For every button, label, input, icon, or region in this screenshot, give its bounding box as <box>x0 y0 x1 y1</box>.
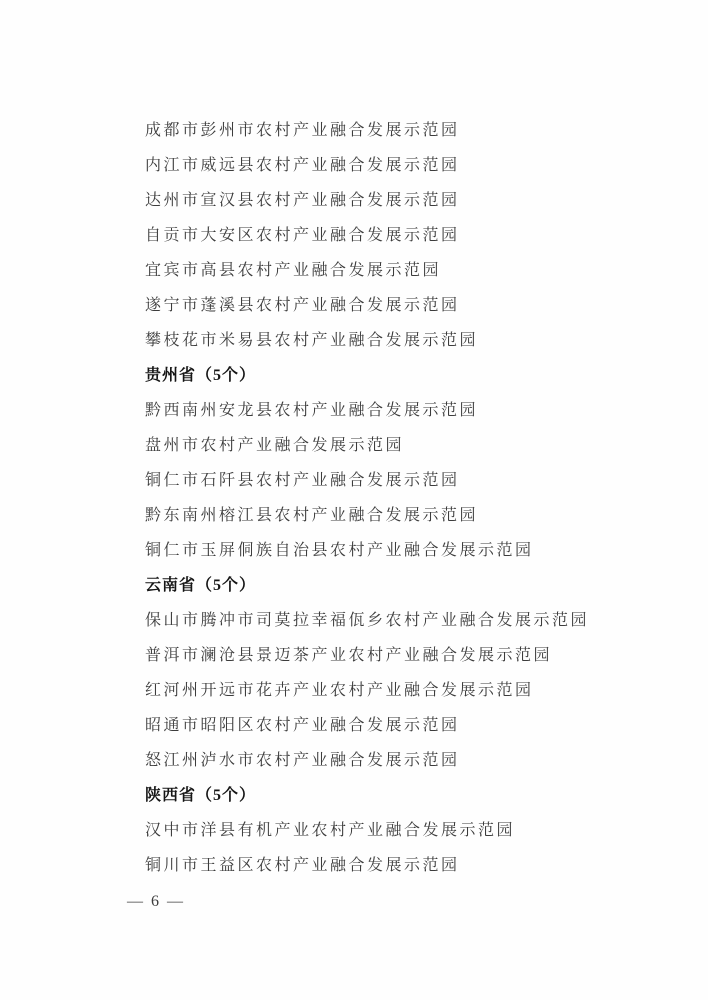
park-list-item: 铜川市王益区农村产业融合发展示范园 <box>145 857 460 874</box>
section-heading-shaanxi: 陕西省（5个） <box>145 787 257 804</box>
park-list-item: 铜仁市玉屏侗族自治县农村产业融合发展示范园 <box>145 542 534 559</box>
park-list-item: 保山市腾冲市司莫拉幸福佤乡农村产业融合发展示范园 <box>145 612 590 629</box>
park-list-item: 黔东南州榕江县农村产业融合发展示范园 <box>145 507 479 524</box>
park-list-item: 铜仁市石阡县农村产业融合发展示范园 <box>145 472 460 489</box>
page-number: — 6 — <box>127 893 185 910</box>
park-list-item: 黔西南州安龙县农村产业融合发展示范园 <box>145 402 479 419</box>
park-list-item: 自贡市大安区农村产业融合发展示范园 <box>145 227 460 244</box>
park-list-item: 怒江州泸水市农村产业融合发展示范园 <box>145 752 460 769</box>
park-list-item: 宜宾市高县农村产业融合发展示范园 <box>145 262 442 279</box>
park-list-item: 成都市彭州市农村产业融合发展示范园 <box>145 122 460 139</box>
park-list-item: 汉中市洋县有机产业农村产业融合发展示范园 <box>145 822 516 839</box>
section-heading-guizhou: 贵州省（5个） <box>145 367 257 384</box>
park-list-item: 昭通市昭阳区农村产业融合发展示范园 <box>145 717 460 734</box>
park-list-item: 内江市威远县农村产业融合发展示范园 <box>145 157 460 174</box>
park-list-item: 达州市宣汉县农村产业融合发展示范园 <box>145 192 460 209</box>
park-list-item: 遂宁市蓬溪县农村产业融合发展示范园 <box>145 297 460 314</box>
park-list-item: 普洱市澜沧县景迈茶产业农村产业融合发展示范园 <box>145 647 553 664</box>
document-body <box>145 113 688 883</box>
section-heading-yunnan: 云南省（5个） <box>145 577 257 594</box>
park-list-item: 红河州开远市花卉产业农村产业融合发展示范园 <box>145 682 534 699</box>
park-list-item: 攀枝花市米易县农村产业融合发展示范园 <box>145 332 479 349</box>
park-list-item: 盘州市农村产业融合发展示范园 <box>145 437 405 454</box>
